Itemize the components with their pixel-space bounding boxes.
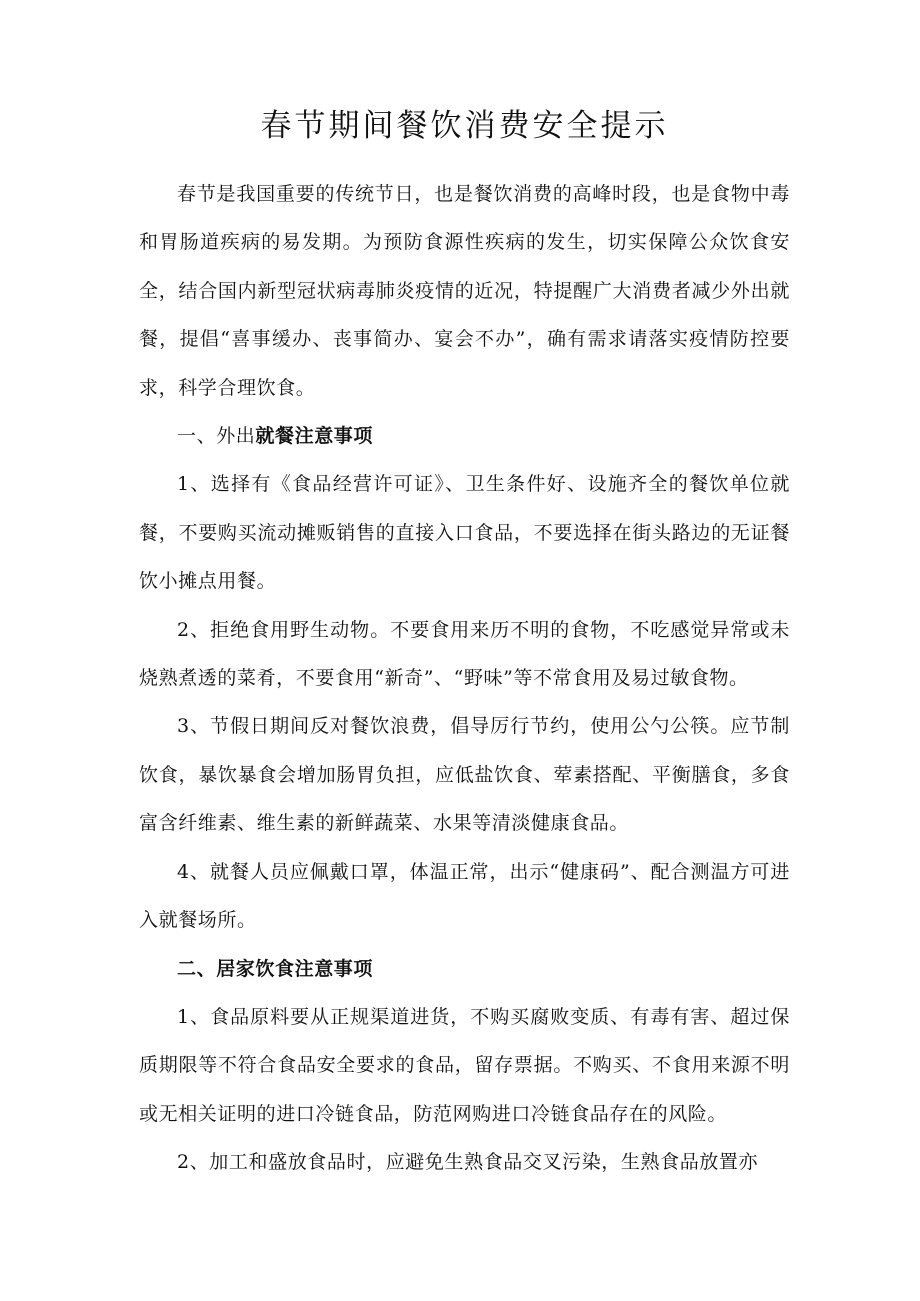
- section-1-heading: [139, 412, 790, 460]
- section-1-item-3: 3、节假日期间反对餐饮浪费，倡导厉行节约，使用公勺公筷。应节制饮食，暴饮暴食会增加肠胃负担，应低盐饮食、荤素搭配、平衡膳食，多食富含纤维素、维生素的新鲜蔬菜、水果等清淡健康食品。: [139, 715, 790, 835]
- section-2-item-2: 2、加工和盛放食品时，应避免生熟食品交叉污染，生熟食品放置亦: [177, 1151, 759, 1174]
- section-1-item-4: 4、就餐人员应佩戴口罩，体温正常，出示“健康码”、配合测温方可进入就餐场所。: [139, 860, 790, 932]
- document-title: 春节期间餐饮消费安全提示: [260, 108, 669, 144]
- section-2-item-1: 1、食品原料要从正规渠道进货，不购买腐败变质、有毒有害、超过保质期限等不符合食品安全要求的食品，留存票据。不购买、不食用来源不明或无相关证明的进口冷链食品，防范网购进口冷链食品存在的风险。: [139, 1005, 790, 1125]
- section-1-item-2: 2、拒绝食用野生动物。不要食用来历不明的食物，不吃感觉异常或未烧熟煮透的菜肴，不要食用“新奇”、“野味”等不常食用及易过敏食物。: [139, 618, 790, 690]
- section-1-heading-prefix: 一、外出: [177, 425, 256, 448]
- intro-paragraph: 春节是我国重要的传统节日，也是餐饮消费的高峰时段，也是食物中毒和胃肠道疾病的易发期。为预防食源性疾病的发生，切实保障公众饮食安全，结合国内新型冠状病毒肺炎疫情的近况，特提醒广大消费者减少外出就餐，提倡“喜事缓办、丧事简办、宴会不办”，确有需求请落实疫情防控要求，科学合理饮食。: [139, 183, 790, 399]
- section-1-heading-bold: 就餐注意事项: [255, 425, 374, 448]
- section-1-item-1: 1、选择有《食品经营许可证》、卫生条件好、设施齐全的餐饮单位就餐，不要购买流动摊贩销售的直接入口食品，不要选择在街头路边的无证餐饮小摊点用餐。: [139, 473, 790, 593]
- section-2-heading: 二、居家饮食注意事项: [177, 957, 374, 980]
